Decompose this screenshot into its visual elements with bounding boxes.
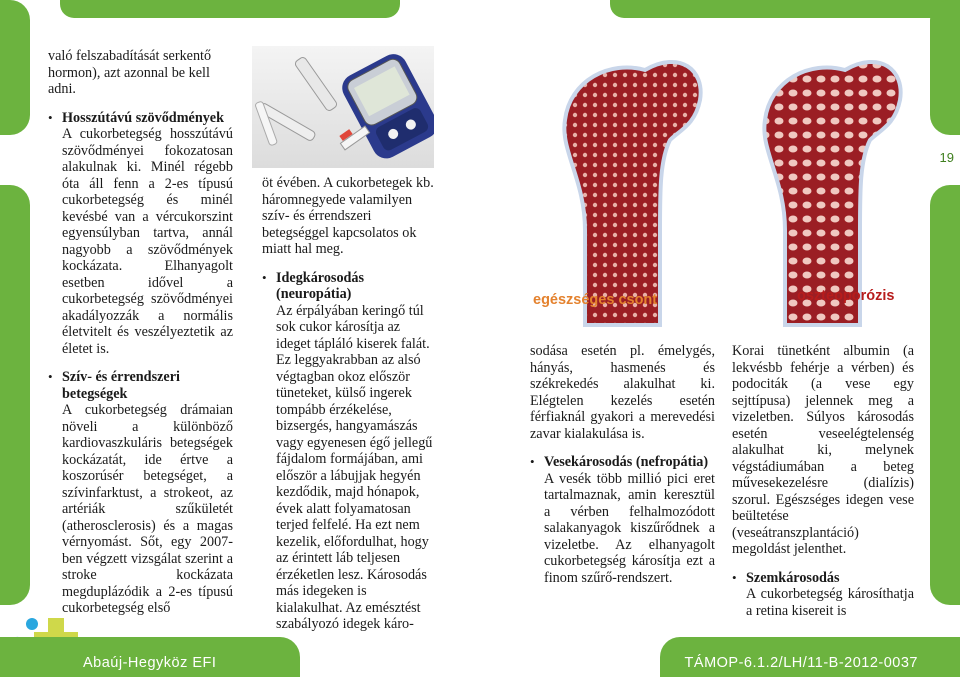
list-item [48,369,233,617]
column-1 [48,48,233,617]
col4-item1-heading: • Szemkárosodás [746,569,840,586]
col1-item2-heading: • Szív- és érrendszeri betegségek [62,369,180,402]
footer-right-text: TÁMOP-6.1.2/LH/11-B-2012-0037 [684,655,918,671]
col3-item1-text: A vesék több millió pici eret tartalmaznak, amin keresztül a vérben felhalmozódott salakanyagok kiszűrődnek a vizeletbe. Az elhanyagolt cukorbetegség károsítja ezt a finom szűrő-rendszert. [544,470,715,586]
glucose-meter-photo [252,46,434,168]
bone-comparison-illustration [520,30,920,330]
list-item [262,270,436,633]
page-number-right: 19 [939,150,954,165]
healthy-bone-label: egészséges csont [533,292,658,308]
right-edge-band-lower [930,185,960,605]
col3-intro: sodása esetén pl. émelygés, hányás, hasmenés és székrekedés alakulhat ki. Elégtelen kezelés esetén férfiaknál gyakori a merevedési zavar kialakulása is. [530,343,715,442]
col2-item1-heading: • Idegkárosodás (neuropátia) [276,269,365,302]
col4-item1-text: A cukorbetegség károsíthatja a retina kisereit is [746,586,914,619]
list-item [732,570,914,620]
osteoporosis-label: oszteoporózis [797,288,895,304]
col1-item2-text: A cukorbetegség drámaian növeli a különböző kardiovaszkuláris betegségek kockázatát, ide értve a koszorúsér betegséget, a szívinfarktust, a strokeot, az artériák szűkületét (atherosclerosis) és a magas vérnyomást. Sőt, egy 2007-ben végzett vizsgálat szerint a stroke kockázata megduplázódik a 2-es típusú cukorbetegség első [62,402,233,616]
col2-item1-text: Az érpályában keringő túl sok cukor károsítja az ideget tápláló kiserek falát. Ez leggyakrabban az alsó végtagban okoz először tüneteket, külső ingerek tompább érzékelése, bizsergés, hangyamászás vagy egyenesen égő jellegű fájdalom formájában, ami először a lábujjak hegyén kezdődik, majd hónapok, évek alatt folyamatosan terjed felfelé. Ha ezt nem kezelik, előfordulhat, hogy az érintett láb teljesen érzéketlen lesz. Károsodás más idegeken is kialakulhat. Az emésztést szabályozó idegek káro- [276,302,433,632]
glucose-meter-icon [252,46,434,168]
column-3 [530,343,715,586]
left-edge-band [0,0,30,135]
list-item [48,110,233,358]
col1-item1-text: A cukorbetegség hosszútávú szövődményei fokozatosan alakulnak ki. Minél régebb óta áll fenn a 2-es típusú cukorbetegség és minél kevésbé van a vércukorszint egyensúlyban tartva, annál nagyobb a szövődmények kockázata. Elhanyagolt esetben idővel a cukorbetegség szövődményei akadályozzák a normális életvitelt és veszélyeztetik az életet is. [62,126,233,357]
list-item [530,454,715,586]
col3-item1-heading: • Vesekárosodás (nefropátia) [544,454,709,470]
top-tab-left [60,0,400,18]
footer-left-text: Abaúj-Hegyköz EFI [83,655,217,671]
col1-intro: való felszabadítását serkentő hormon), azt azonnal be kell adni. [48,48,212,97]
col4-intro: Korai tünetként albumin (a lekvésbb fehérje a vérben) és podociták (a vese egy sejttípusa) jelennek meg a vizeletben. Súlyos károsodás esetén veseelégtelenség alakulhat ki, melynek végstádiumában a beteg művesekezelésre (dialízis) szorul. Egészséges idegen vese beültetése (veseátranszplantáció) megoldást jelenthet. [732,343,914,557]
col2-intro: öt évében. A cukorbetegek kb. háromnegyede valamilyen szív- és érrendszeri betegséggel kapcsolatos ok miatt hal meg. [262,175,434,257]
left-edge-band-lower [0,185,30,605]
top-tab-right [610,0,950,18]
bone-icon [520,30,920,330]
column-2 [262,175,436,633]
col1-item1-heading: • Hosszútávú szövődmények [62,109,224,126]
page-number-left: 18 [6,150,21,165]
right-edge-band [930,0,960,135]
column-4 [732,343,914,619]
